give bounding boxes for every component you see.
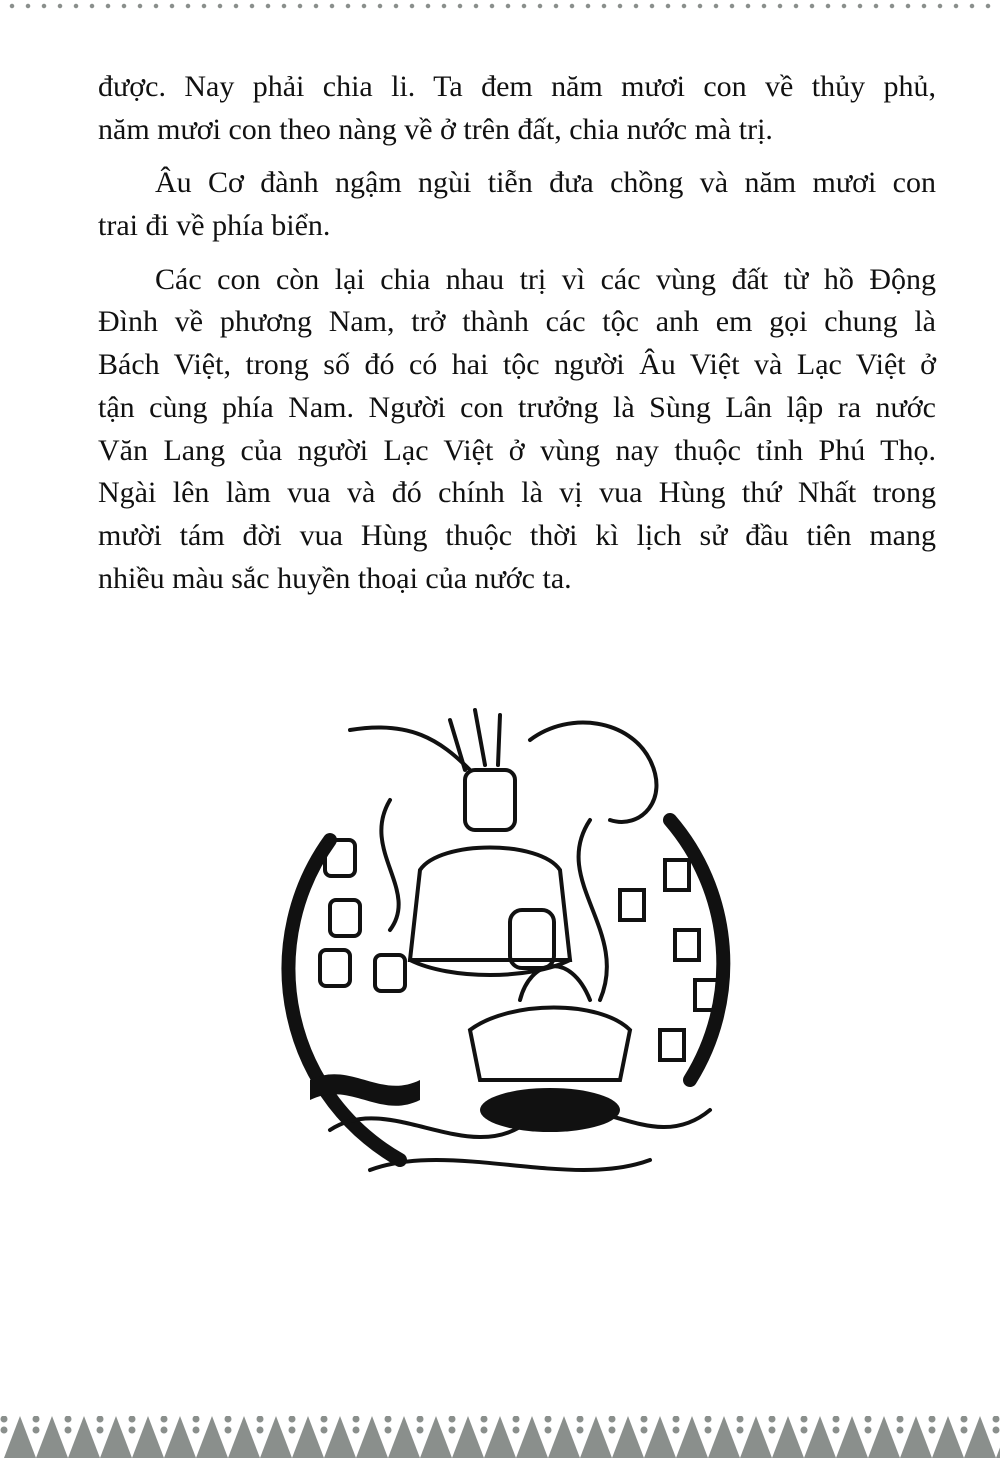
border-dot	[353, 1416, 360, 1423]
border-dot	[65, 1427, 72, 1434]
bottom-decorative-border	[0, 1416, 1000, 1458]
text-line: năm mươi con theo nàng về ở trên đất, chia nước mà trị.	[98, 112, 773, 146]
border-triangle	[36, 1416, 68, 1458]
border-dot	[801, 1427, 808, 1434]
text-line: Ngài lên làm vua và đó chính là vị vua Hùng thứ Nhất trong	[98, 476, 936, 510]
text-line: Đình về phương Nam, trở thành các tộc anh em gọi chung là	[98, 305, 936, 339]
border-triangle	[804, 1416, 836, 1458]
illustration-au-co-lac-long-quan	[270, 700, 750, 1200]
top-decorative-border	[0, 0, 1000, 14]
border-triangle	[836, 1416, 868, 1458]
border-triangle	[484, 1416, 516, 1458]
text-line: Văn Lang của người Lạc Việt ở vùng nay thuộc tỉnh Phú Thọ.	[98, 433, 936, 467]
border-dot	[737, 1427, 744, 1434]
border-dot	[257, 1416, 264, 1423]
border-dot	[833, 1427, 840, 1434]
border-triangle	[196, 1416, 228, 1458]
border-dot	[577, 1427, 584, 1434]
border-dot	[641, 1416, 648, 1423]
border-triangle	[356, 1416, 388, 1458]
border-dot	[161, 1427, 168, 1434]
border-dot	[513, 1427, 520, 1434]
border-triangle	[964, 1416, 996, 1458]
border-dot	[33, 1416, 40, 1423]
border-triangle	[100, 1416, 132, 1458]
border-triangle	[292, 1416, 324, 1458]
border-dot	[353, 1427, 360, 1434]
border-dot	[193, 1427, 200, 1434]
border-dot	[449, 1416, 456, 1423]
border-dot	[929, 1427, 936, 1434]
border-dot	[161, 1416, 168, 1423]
border-triangle	[740, 1416, 772, 1458]
border-dot	[641, 1427, 648, 1434]
border-dot	[833, 1416, 840, 1423]
border-triangle	[324, 1416, 356, 1458]
border-triangle	[260, 1416, 292, 1458]
border-triangle	[4, 1416, 36, 1458]
border-dot	[929, 1416, 936, 1423]
border-dot	[321, 1427, 328, 1434]
border-triangle	[900, 1416, 932, 1458]
border-dot	[609, 1416, 616, 1423]
border-dot	[225, 1416, 232, 1423]
border-dot	[897, 1427, 904, 1434]
border-triangle	[228, 1416, 260, 1458]
border-dot	[705, 1416, 712, 1423]
border-triangle	[708, 1416, 740, 1458]
border-dot	[769, 1416, 776, 1423]
border-triangle	[516, 1416, 548, 1458]
border-triangle	[164, 1416, 196, 1458]
text-line: Âu Cơ đành ngậm ngùi tiễn đưa chồng và năm mươi con	[155, 166, 936, 200]
border-dot	[129, 1416, 136, 1423]
text-line: Các con còn lại chia nhau trị vì các vùng đất từ hồ Động	[155, 262, 936, 296]
border-dot	[449, 1427, 456, 1434]
border-dot	[993, 1427, 1000, 1434]
border-dot	[673, 1427, 680, 1434]
border-dot	[65, 1416, 72, 1423]
text-line: mười tám đời vua Hùng thuộc thời kì lịch sử đầu tiên mang	[98, 518, 936, 552]
border-dot	[545, 1427, 552, 1434]
border-dot	[225, 1427, 232, 1434]
border-triangle	[676, 1416, 708, 1458]
border-dot	[993, 1416, 1000, 1423]
border-triangle	[548, 1416, 580, 1458]
border-triangle	[132, 1416, 164, 1458]
border-dot	[481, 1416, 488, 1423]
story-text	[98, 66, 936, 600]
border-dot	[545, 1416, 552, 1423]
border-dot	[417, 1427, 424, 1434]
border-dot	[577, 1416, 584, 1423]
border-dot	[769, 1427, 776, 1434]
border-dot	[33, 1427, 40, 1434]
text-line: nhiều màu sắc huyền thoại của nước ta.	[98, 561, 572, 595]
border-triangle	[452, 1416, 484, 1458]
border-dot	[385, 1416, 392, 1423]
border-triangle	[580, 1416, 612, 1458]
border-dot	[865, 1427, 872, 1434]
border-triangle	[868, 1416, 900, 1458]
text-line: tận cùng phía Nam. Người con trưởng là Sùng Lân lập ra nước	[98, 390, 936, 424]
border-dot	[737, 1416, 744, 1423]
border-triangle	[612, 1416, 644, 1458]
border-dot	[673, 1416, 680, 1423]
border-dot	[97, 1427, 104, 1434]
paragraph-3	[98, 259, 936, 601]
border-dot	[961, 1427, 968, 1434]
border-dot	[321, 1416, 328, 1423]
border-dot	[609, 1427, 616, 1434]
border-dot	[513, 1416, 520, 1423]
border-dot	[289, 1427, 296, 1434]
border-triangle	[388, 1416, 420, 1458]
paragraph-1	[98, 66, 936, 151]
paragraph-2	[98, 162, 936, 247]
border-dot	[129, 1427, 136, 1434]
border-triangle	[68, 1416, 100, 1458]
border-dot	[1, 1427, 8, 1434]
border-dot	[961, 1416, 968, 1423]
text-line: Bách Việt, trong số đó có hai tộc người Âu Việt và Lạc Việt ở	[98, 348, 936, 382]
border-triangle	[772, 1416, 804, 1458]
text-line: trai đi về phía biển.	[98, 209, 331, 243]
border-dot	[257, 1427, 264, 1434]
border-dot	[481, 1427, 488, 1434]
border-dot	[289, 1416, 296, 1423]
border-dot	[865, 1416, 872, 1423]
border-dot	[801, 1416, 808, 1423]
border-dot	[897, 1416, 904, 1423]
border-triangle	[420, 1416, 452, 1458]
border-dot	[1, 1416, 8, 1423]
border-triangle	[932, 1416, 964, 1458]
border-dot	[417, 1416, 424, 1423]
border-dot	[385, 1427, 392, 1434]
border-triangle	[644, 1416, 676, 1458]
text-line: được. Nay phải chia li. Ta đem năm mươi con về thủy phủ,	[98, 70, 936, 103]
border-dot	[705, 1427, 712, 1434]
border-dot	[97, 1416, 104, 1423]
border-dot	[193, 1416, 200, 1423]
